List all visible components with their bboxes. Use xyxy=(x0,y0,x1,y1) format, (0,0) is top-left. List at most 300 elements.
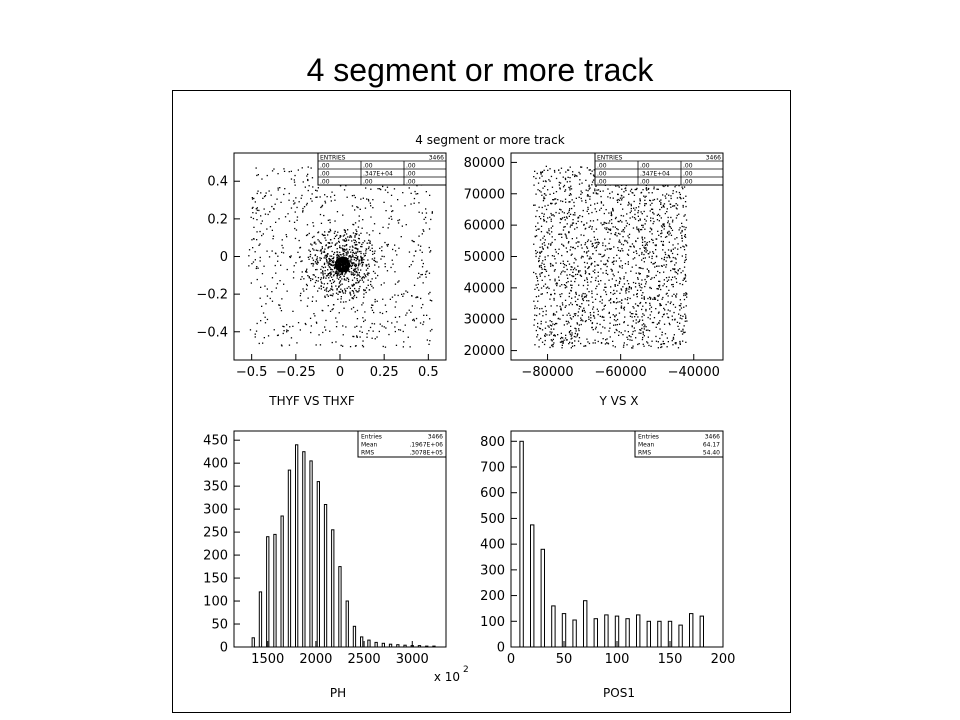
y-vs-x-point xyxy=(560,188,561,189)
thyf-vs-thxf-point xyxy=(337,266,338,267)
y-vs-x-point xyxy=(625,290,626,291)
y-vs-x-point xyxy=(593,271,594,272)
thyf-vs-thxf-point xyxy=(321,258,322,259)
thyf-vs-thxf-point xyxy=(326,259,327,260)
thyf-vs-thxf-point xyxy=(348,281,349,282)
thyf-vs-thxf-point xyxy=(422,324,423,325)
y-vs-x-point xyxy=(565,287,566,288)
y-vs-x-point xyxy=(624,227,625,228)
thyf-vs-thxf-point xyxy=(316,300,317,301)
y-vs-x-point xyxy=(672,230,673,231)
thyf-vs-thxf-point xyxy=(387,245,388,246)
thyf-vs-thxf-point xyxy=(329,242,330,243)
y-vs-x-point xyxy=(617,285,618,286)
y-vs-x-point xyxy=(580,343,581,344)
y-vs-x-point xyxy=(613,301,614,302)
thyf-vs-thxf-point xyxy=(294,222,295,223)
y-vs-x-point xyxy=(602,326,603,327)
y-vs-x-point xyxy=(583,293,584,294)
y-vs-x-point xyxy=(644,205,645,206)
thyf-vs-thxf-point xyxy=(360,269,361,270)
y-vs-x-point xyxy=(667,186,668,187)
thyf-vs-thxf-point xyxy=(375,299,376,300)
thyf-vs-thxf-point xyxy=(253,227,254,228)
y-vs-x-point xyxy=(553,344,554,345)
y-vs-x-point xyxy=(670,233,671,234)
y-vs-x-point xyxy=(572,346,573,347)
y-vs-x-point xyxy=(628,283,629,284)
y-vs-x-point xyxy=(592,253,593,254)
thyf-vs-thxf-point xyxy=(294,175,295,176)
y-vs-x-point xyxy=(597,193,598,194)
thyf-vs-thxf-point xyxy=(359,263,360,264)
y-vs-x-point xyxy=(541,195,542,196)
y-vs-x-point xyxy=(566,286,567,287)
thyf-vs-thxf-point xyxy=(352,285,353,286)
y-vs-x-point xyxy=(568,322,569,323)
y-vs-x-point xyxy=(613,345,614,346)
y-vs-x-point xyxy=(652,212,653,213)
y-vs-x-point xyxy=(563,261,564,262)
thyf-vs-thxf-point xyxy=(337,251,338,252)
thyf-vs-thxf-point xyxy=(360,253,361,254)
thyf-vs-thxf-point xyxy=(256,167,257,168)
thyf-vs-thxf-point xyxy=(374,251,375,252)
y-vs-x-point xyxy=(553,335,554,336)
y-vs-x-point xyxy=(633,307,634,308)
y-vs-x-point xyxy=(660,202,661,203)
thyf-vs-thxf-point xyxy=(302,211,303,212)
y-vs-x-point xyxy=(661,236,662,237)
thyf-vs-thxf-point xyxy=(335,262,336,263)
thyf-vs-thxf-point xyxy=(422,266,423,267)
thyf-vs-thxf-point xyxy=(272,250,273,251)
y-vs-x-point xyxy=(670,303,671,304)
y-vs-x-point xyxy=(627,325,628,326)
y-vs-x-point xyxy=(537,334,538,335)
y-vs-x-point xyxy=(584,280,585,281)
y-vs-x-point xyxy=(637,277,638,278)
thyf-vs-thxf-point xyxy=(320,214,321,215)
thyf-vs-thxf-point xyxy=(380,258,381,259)
thyf-vs-thxf-point xyxy=(350,346,351,347)
thyf-vs-thxf-point xyxy=(330,275,331,276)
thyf-vs-thxf-point xyxy=(362,265,363,266)
thyf-vs-thxf-point xyxy=(366,265,367,266)
y-vs-x-point xyxy=(585,180,586,181)
y-vs-x-point xyxy=(569,208,570,209)
y-vs-x-point xyxy=(560,200,561,201)
thyf-vs-thxf-point xyxy=(300,329,301,330)
ph-ytick-label: 200 xyxy=(203,548,228,564)
y-vs-x-point xyxy=(614,275,615,276)
thyf-vs-thxf-point xyxy=(379,331,380,332)
thyf-vs-thxf-point xyxy=(250,329,251,330)
y-vs-x-point xyxy=(643,247,644,248)
y-vs-x-point xyxy=(616,217,617,218)
thyf-vs-thxf-point xyxy=(357,258,358,259)
y-vs-x-point xyxy=(622,265,623,266)
y-vs-x-point xyxy=(645,257,646,258)
thyf-vs-thxf-point xyxy=(363,259,364,260)
y-vs-x-point xyxy=(537,189,538,190)
thyf-vs-thxf-point xyxy=(324,194,325,195)
y-vs-x-point xyxy=(542,238,543,239)
y-vs-x-point xyxy=(631,208,632,209)
y-vs-x-point xyxy=(546,310,547,311)
y-vs-x-point xyxy=(561,347,562,348)
y-vs-x-point xyxy=(570,186,571,187)
thyf-vs-thxf-point xyxy=(403,293,404,294)
y-vs-x-point xyxy=(564,212,565,213)
y-vs-x-point xyxy=(647,298,648,299)
thyf-vs-thxf-point xyxy=(423,315,424,316)
y-vs-x-point xyxy=(564,284,565,285)
y-vs-x-point xyxy=(584,293,585,294)
y-vs-x-point xyxy=(586,190,587,191)
thyf-vs-thxf-point xyxy=(375,261,376,262)
thyf-vs-thxf-point xyxy=(320,260,321,261)
y-vs-x-point xyxy=(542,246,543,247)
thyf-vs-thxf-point xyxy=(327,269,328,270)
y-vs-x-point xyxy=(661,241,662,242)
thyf-vs-thxf-point xyxy=(327,234,328,235)
y-vs-x-point xyxy=(630,271,631,272)
thyf-vs-thxf-point xyxy=(364,311,365,312)
thyf-vs-thxf-point xyxy=(333,257,334,258)
thyf-vs-thxf-point xyxy=(272,277,273,278)
y-vs-x-point xyxy=(680,315,681,316)
y-vs-x-point xyxy=(581,256,582,257)
thyf-vs-thxf-point xyxy=(356,255,357,256)
y-vs-x-point xyxy=(682,246,683,247)
thyf-vs-thxf-point xyxy=(277,335,278,336)
y-vs-x-point xyxy=(610,249,611,250)
y-vs-x-point xyxy=(640,333,641,334)
y-vs-x-point xyxy=(552,242,553,243)
y-vs-x-point xyxy=(577,241,578,242)
y-vs-x-point xyxy=(601,201,602,202)
thyf-vs-thxf-point xyxy=(257,279,258,280)
thyf-vs-thxf-point xyxy=(283,330,284,331)
thyf-vs-thxf-point xyxy=(388,244,389,245)
y-vs-x-point xyxy=(667,281,668,282)
y-vs-x-point xyxy=(587,194,588,195)
y-vs-x-point xyxy=(612,210,613,211)
thyf-vs-thxf-point xyxy=(324,249,325,250)
y-vs-x-point xyxy=(563,177,564,178)
y-vs-x-point xyxy=(679,283,680,284)
y-vs-x-point xyxy=(652,256,653,257)
y-vs-x-point xyxy=(541,176,542,177)
thyf-vs-thxf-point xyxy=(289,326,290,327)
thyf-vs-thxf-point xyxy=(289,171,290,172)
y-vs-x-point xyxy=(603,338,604,339)
y-vs-x-point xyxy=(662,332,663,333)
thyf-vs-thxf-point xyxy=(307,306,308,307)
y-vs-x-point xyxy=(658,235,659,236)
y-vs-x-point xyxy=(637,316,638,317)
y-vs-x-point xyxy=(685,234,686,235)
thyf-vs-thxf-point xyxy=(422,304,423,305)
thyf-vs-thxf-point xyxy=(372,207,373,208)
y-vs-x-point xyxy=(557,334,558,335)
y-vs-x-point xyxy=(588,316,589,317)
y-vs-x-point xyxy=(543,197,544,198)
y-vs-x-point xyxy=(565,189,566,190)
thyf-vs-thxf-point xyxy=(294,179,295,180)
y-vs-x-point xyxy=(579,197,580,198)
thyf-vs-thxf-point xyxy=(396,254,397,255)
thyf-vs-thxf-point xyxy=(272,301,273,302)
y-vs-x-point xyxy=(618,335,619,336)
y-vs-x-point xyxy=(675,307,676,308)
thyf-vs-thxf-point xyxy=(374,264,375,265)
thyf-vs-thxf-point xyxy=(422,233,423,234)
y-vs-x-point xyxy=(682,187,683,188)
y-vs-x-point xyxy=(547,255,548,256)
y-vs-x-point xyxy=(668,279,669,280)
thyf-vs-thxf-point xyxy=(345,292,346,293)
y-vs-x-point xyxy=(659,201,660,202)
y-vs-x-point xyxy=(621,299,622,300)
thyf-vs-thxf-point xyxy=(320,269,321,270)
y-vs-x-point xyxy=(538,261,539,262)
y-vs-x-point xyxy=(634,327,635,328)
thyf-vs-thxf-point xyxy=(338,256,339,257)
thyf-vs-thxf-point xyxy=(384,326,385,327)
y-vs-x-point xyxy=(655,249,656,250)
y-vs-x-point xyxy=(554,270,555,271)
y-vs-x-point xyxy=(670,204,671,205)
thyf-vs-thxf-point xyxy=(337,232,338,233)
ph-bar xyxy=(274,534,276,647)
y-vs-x-point xyxy=(583,285,584,286)
thyf-vs-thxf-point xyxy=(312,222,313,223)
ph-multiplier: x 10 xyxy=(433,670,460,684)
thyf-vs-thxf-ytick-label: 0.2 xyxy=(207,212,228,228)
thyf-vs-thxf-point xyxy=(391,322,392,323)
y-vs-x-point xyxy=(561,219,562,220)
y-vs-x-point xyxy=(642,268,643,269)
y-vs-x-point xyxy=(675,271,676,272)
y-vs-x-point xyxy=(570,326,571,327)
y-vs-x-point xyxy=(680,198,681,199)
y-vs-x-point xyxy=(574,345,575,346)
y-vs-x-point xyxy=(630,316,631,317)
ph-label: PH xyxy=(329,686,347,700)
y-vs-x-point xyxy=(582,299,583,300)
y-vs-x-point xyxy=(538,296,539,297)
ph-stats-box xyxy=(358,431,446,457)
y-vs-x-point xyxy=(564,264,565,265)
thyf-vs-thxf-point xyxy=(262,198,263,199)
thyf-vs-thxf-point xyxy=(336,293,337,294)
y-vs-x-point xyxy=(589,199,590,200)
y-vs-x-point xyxy=(599,301,600,302)
thyf-vs-thxf-point xyxy=(342,254,343,255)
y-vs-x-point xyxy=(554,258,555,259)
pos1-bar xyxy=(605,615,608,647)
ph-stats-value: 3466 xyxy=(427,433,443,441)
thyf-vs-thxf-point xyxy=(394,271,395,272)
y-vs-x-point xyxy=(574,228,575,229)
y-vs-x-point xyxy=(675,343,676,344)
thyf-vs-thxf-point xyxy=(355,252,356,253)
thyf-vs-thxf-point xyxy=(277,173,278,174)
y-vs-x-point xyxy=(540,276,541,277)
y-vs-x-point xyxy=(672,220,673,221)
thyf-vs-thxf-point xyxy=(276,287,277,288)
thyf-vs-thxf-point xyxy=(347,264,348,265)
thyf-vs-thxf-point xyxy=(357,318,358,319)
ph-bar xyxy=(346,601,348,647)
thyf-vs-thxf-point xyxy=(363,302,364,303)
y-vs-x-point xyxy=(658,266,659,267)
y-vs-x-point xyxy=(600,280,601,281)
thyf-vs-thxf-point xyxy=(358,274,359,275)
thyf-vs-thxf-point xyxy=(357,275,358,276)
y-vs-x-point xyxy=(550,263,551,264)
y-vs-x-point xyxy=(628,255,629,256)
y-vs-x-point xyxy=(619,324,620,325)
thyf-vs-thxf-point xyxy=(255,336,256,337)
y-vs-x-point xyxy=(616,235,617,236)
y-vs-x-point xyxy=(570,249,571,250)
thyf-vs-thxf-point xyxy=(384,242,385,243)
thyf-vs-thxf-point xyxy=(312,237,313,238)
y-vs-x-point xyxy=(578,311,579,312)
y-vs-x-point xyxy=(548,179,549,180)
y-vs-x-point xyxy=(666,313,667,314)
y-vs-x-point xyxy=(571,343,572,344)
pos1-ytick-label: 800 xyxy=(480,434,505,450)
thyf-vs-thxf-point xyxy=(332,289,333,290)
ph-bar xyxy=(339,567,341,647)
thyf-vs-thxf-point xyxy=(390,299,391,300)
pos1-xtick-label: 0 xyxy=(506,652,516,667)
thyf-vs-thxf-point xyxy=(414,320,415,321)
thyf-vs-thxf-point xyxy=(328,277,329,278)
thyf-vs-thxf-point xyxy=(344,268,345,269)
y-vs-x-point xyxy=(574,328,575,329)
y-vs-x-point xyxy=(545,259,546,260)
thyf-vs-thxf-point xyxy=(275,253,276,254)
thyf-vs-thxf-point xyxy=(373,271,374,272)
thyf-vs-thxf-point xyxy=(312,257,313,258)
y-vs-x-point xyxy=(646,190,647,191)
y-vs-x-point xyxy=(652,192,653,193)
y-vs-x-point xyxy=(562,302,563,303)
y-vs-x-point xyxy=(661,305,662,306)
thyf-vs-thxf-point xyxy=(301,195,302,196)
thyf-vs-thxf-point xyxy=(369,234,370,235)
thyf-vs-thxf-point xyxy=(329,331,330,332)
y-vs-x-point xyxy=(581,324,582,325)
thyf-vs-thxf-point xyxy=(300,279,301,280)
y-vs-x-point xyxy=(544,344,545,345)
y-vs-x-point xyxy=(634,201,635,202)
y-vs-x-point xyxy=(607,196,608,197)
y-vs-x-point xyxy=(665,266,666,267)
y-vs-x-point xyxy=(566,247,567,248)
y-vs-x-point xyxy=(583,346,584,347)
y-vs-x-point xyxy=(646,330,647,331)
y-vs-x-point xyxy=(537,287,538,288)
thyf-vs-thxf-point xyxy=(347,197,348,198)
y-vs-x-point xyxy=(541,294,542,295)
y-vs-x-point xyxy=(634,330,635,331)
y-vs-x-point xyxy=(575,296,576,297)
y-vs-x-point xyxy=(580,194,581,195)
thyf-vs-thxf-point xyxy=(361,326,362,327)
thyf-vs-thxf-point xyxy=(344,288,345,289)
thyf-vs-thxf-point xyxy=(409,266,410,267)
thyf-vs-thxf-point xyxy=(368,280,369,281)
y-vs-x-point xyxy=(642,242,643,243)
thyf-vs-thxf-point xyxy=(347,251,348,252)
thyf-vs-thxf-point xyxy=(287,269,288,270)
thyf-vs-thxf-point xyxy=(363,297,364,298)
thyf-vs-thxf-point xyxy=(323,235,324,236)
ph-ytick-label: 450 xyxy=(203,433,228,449)
thyf-vs-thxf-point xyxy=(365,253,366,254)
thyf-vs-thxf-point xyxy=(259,243,260,244)
thyf-vs-thxf-point xyxy=(401,294,402,295)
y-vs-x-point xyxy=(620,220,621,221)
thyf-vs-thxf-point xyxy=(323,274,324,275)
thyf-vs-thxf-point xyxy=(256,213,257,214)
thyf-vs-thxf-point xyxy=(353,296,354,297)
y-vs-x-point xyxy=(589,188,590,189)
y-vs-x-point xyxy=(535,250,536,251)
thyf-vs-thxf-point xyxy=(419,212,420,213)
thyf-vs-thxf-point xyxy=(315,254,316,255)
y-vs-x-point xyxy=(664,279,665,280)
y-vs-x-point xyxy=(556,203,557,204)
thyf-vs-thxf-point xyxy=(385,210,386,211)
y-vs-x-point xyxy=(684,262,685,263)
y-vs-x-point xyxy=(629,224,630,225)
thyf-vs-thxf-point xyxy=(342,261,343,262)
y-vs-x-point xyxy=(642,339,643,340)
thyf-vs-thxf-point xyxy=(399,219,400,220)
y-vs-x-point xyxy=(663,206,664,207)
thyf-vs-thxf-point xyxy=(260,320,261,321)
thyf-vs-thxf-point xyxy=(342,284,343,285)
y-vs-x-point xyxy=(677,205,678,206)
y-vs-x-point xyxy=(553,290,554,291)
thyf-vs-thxf-point xyxy=(366,337,367,338)
thyf-vs-thxf-point xyxy=(271,195,272,196)
y-vs-x-point xyxy=(569,315,570,316)
thyf-vs-thxf-point xyxy=(362,242,363,243)
y-vs-x-point xyxy=(574,174,575,175)
y-vs-x-point xyxy=(555,262,556,263)
thyf-vs-thxf-point xyxy=(325,270,326,271)
thyf-vs-thxf-point xyxy=(324,201,325,202)
y-vs-x-point xyxy=(673,338,674,339)
thyf-vs-thxf-point xyxy=(363,289,364,290)
y-vs-x-point xyxy=(652,263,653,264)
thyf-vs-thxf-point xyxy=(342,291,343,292)
y-vs-x-ytick-label: 60000 xyxy=(463,218,505,234)
thyf-vs-thxf-point xyxy=(296,229,297,230)
y-vs-x-stats-box xyxy=(595,153,723,185)
y-vs-x-point xyxy=(612,341,613,342)
y-vs-x-point xyxy=(619,281,620,282)
ph-ytick-label: 350 xyxy=(203,479,228,495)
